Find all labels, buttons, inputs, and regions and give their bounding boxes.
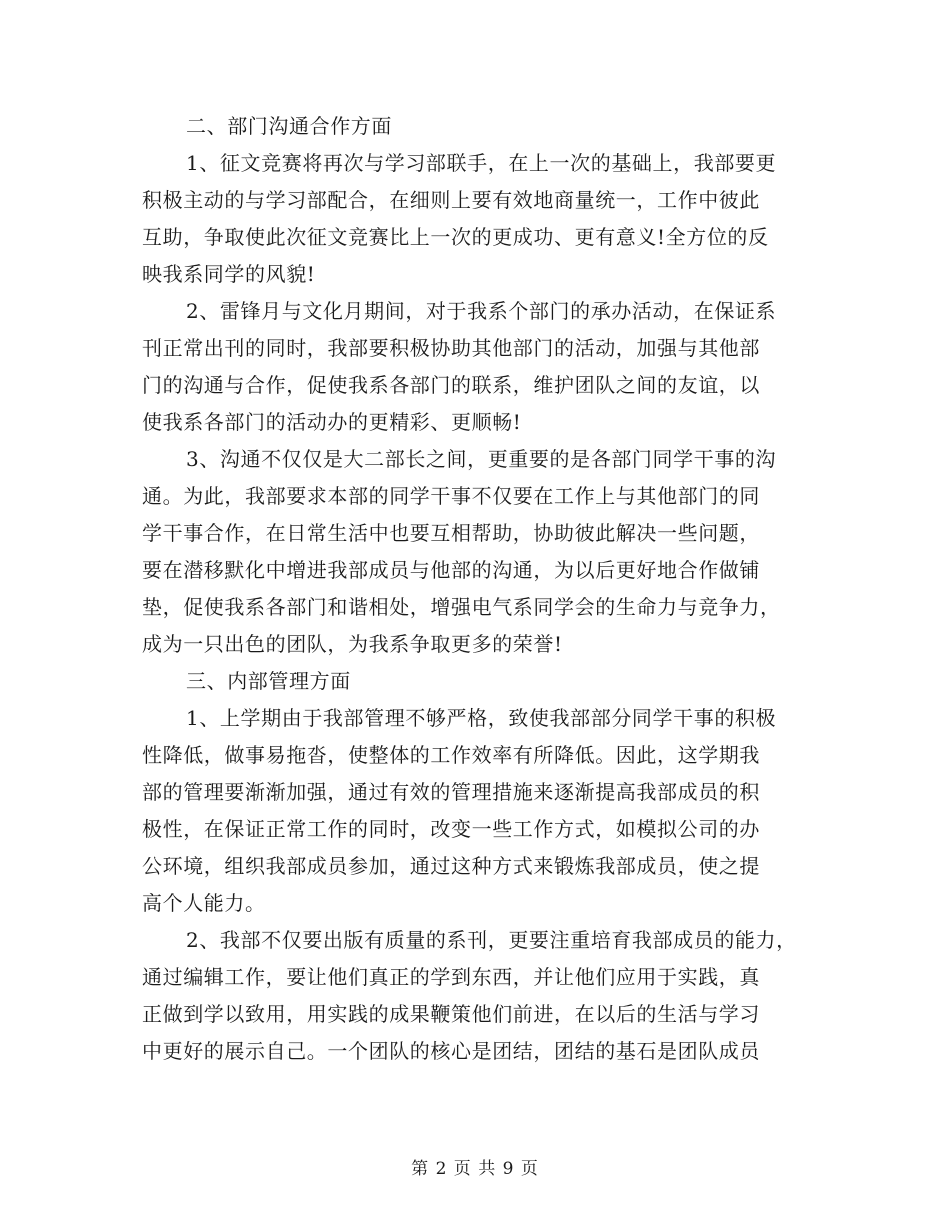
- text-line: 成为一只出色的团队，为我系争取更多的荣誉!: [142, 632, 563, 656]
- text-line: 门的沟通与合作，促使我系各部门的联系，维护团队之间的友谊，以: [142, 373, 760, 397]
- text-line: 高个人能力。: [142, 891, 266, 915]
- text-line: 正做到学以致用，用实践的成果鞭策他们前进，在以后的生活与学习: [142, 1002, 760, 1026]
- text-line: 使我系各部门的活动办的更精彩、更顺畅!: [142, 410, 522, 434]
- text-line: 三、内部管理方面: [186, 669, 351, 693]
- document-body: [142, 108, 822, 1070]
- text-line: 2、我部不仅要出版有质量的系刊，更要注重培育我部成员的能力，: [186, 928, 797, 952]
- text-line: 极性，在保证正常工作的同时，改变一些工作方式，如模拟公司的办: [142, 817, 760, 841]
- text-line: 2、雷锋月与文化月期间，对于我系个部门的承办活动，在保证系: [186, 299, 777, 323]
- text-line: 性降低，做事易拖沓，使整体的工作效率有所降低。因此，这学期我: [142, 743, 760, 767]
- text-line: 互助，争取使此次征文竞赛比上一次的更成功、更有意义!全方位的反: [142, 225, 769, 249]
- text-line: 学干事合作，在日常生活中也要互相帮助，协助彼此解决一些问题，: [142, 521, 760, 545]
- text-line: 1、征文竞赛将再次与学习部联手，在上一次的基础上，我部要更: [186, 151, 777, 175]
- text-line: 通。为此，我部要求本部的同学干事不仅要在工作上与其他部门的同: [142, 484, 760, 508]
- text-line: 通过编辑工作，要让他们真正的学到东西，并让他们应用于实践，真: [142, 965, 760, 989]
- text-line: 积极主动的与学习部配合，在细则上要有效地商量统一，工作中彼此: [142, 188, 760, 212]
- text-line: 二、部门沟通合作方面: [186, 114, 392, 138]
- text-line: 3、沟通不仅仅是大二部长之间，更重要的是各部门同学干事的沟: [186, 447, 777, 471]
- text-line: 垫，促使我系各部门和谐相处，增强电气系同学会的生命力与竞争力，: [142, 595, 781, 619]
- text-line: 刊正常出刊的同时，我部要积极协助其他部门的活动，加强与其他部: [142, 336, 760, 360]
- text-line: 要在潜移默化中增进我部成员与他部的沟通，为以后更好地合作做铺: [142, 558, 760, 582]
- page-number-footer: 第 2 页 共 9 页: [411, 1159, 539, 1179]
- text-line: 中更好的展示自己。一个团队的核心是团结，团结的基石是团队成员: [142, 1039, 760, 1063]
- text-line: 1、上学期由于我部管理不够严格，致使我部部分同学干事的积极: [186, 706, 777, 730]
- text-line: 映我系同学的风貌!: [142, 262, 316, 286]
- text-line: 公环境，组织我部成员参加，通过这种方式来锻炼我部成员，使之提: [142, 854, 760, 878]
- text-line: 部的管理要渐渐加强，通过有效的管理措施来逐渐提高我部成员的积: [142, 780, 760, 804]
